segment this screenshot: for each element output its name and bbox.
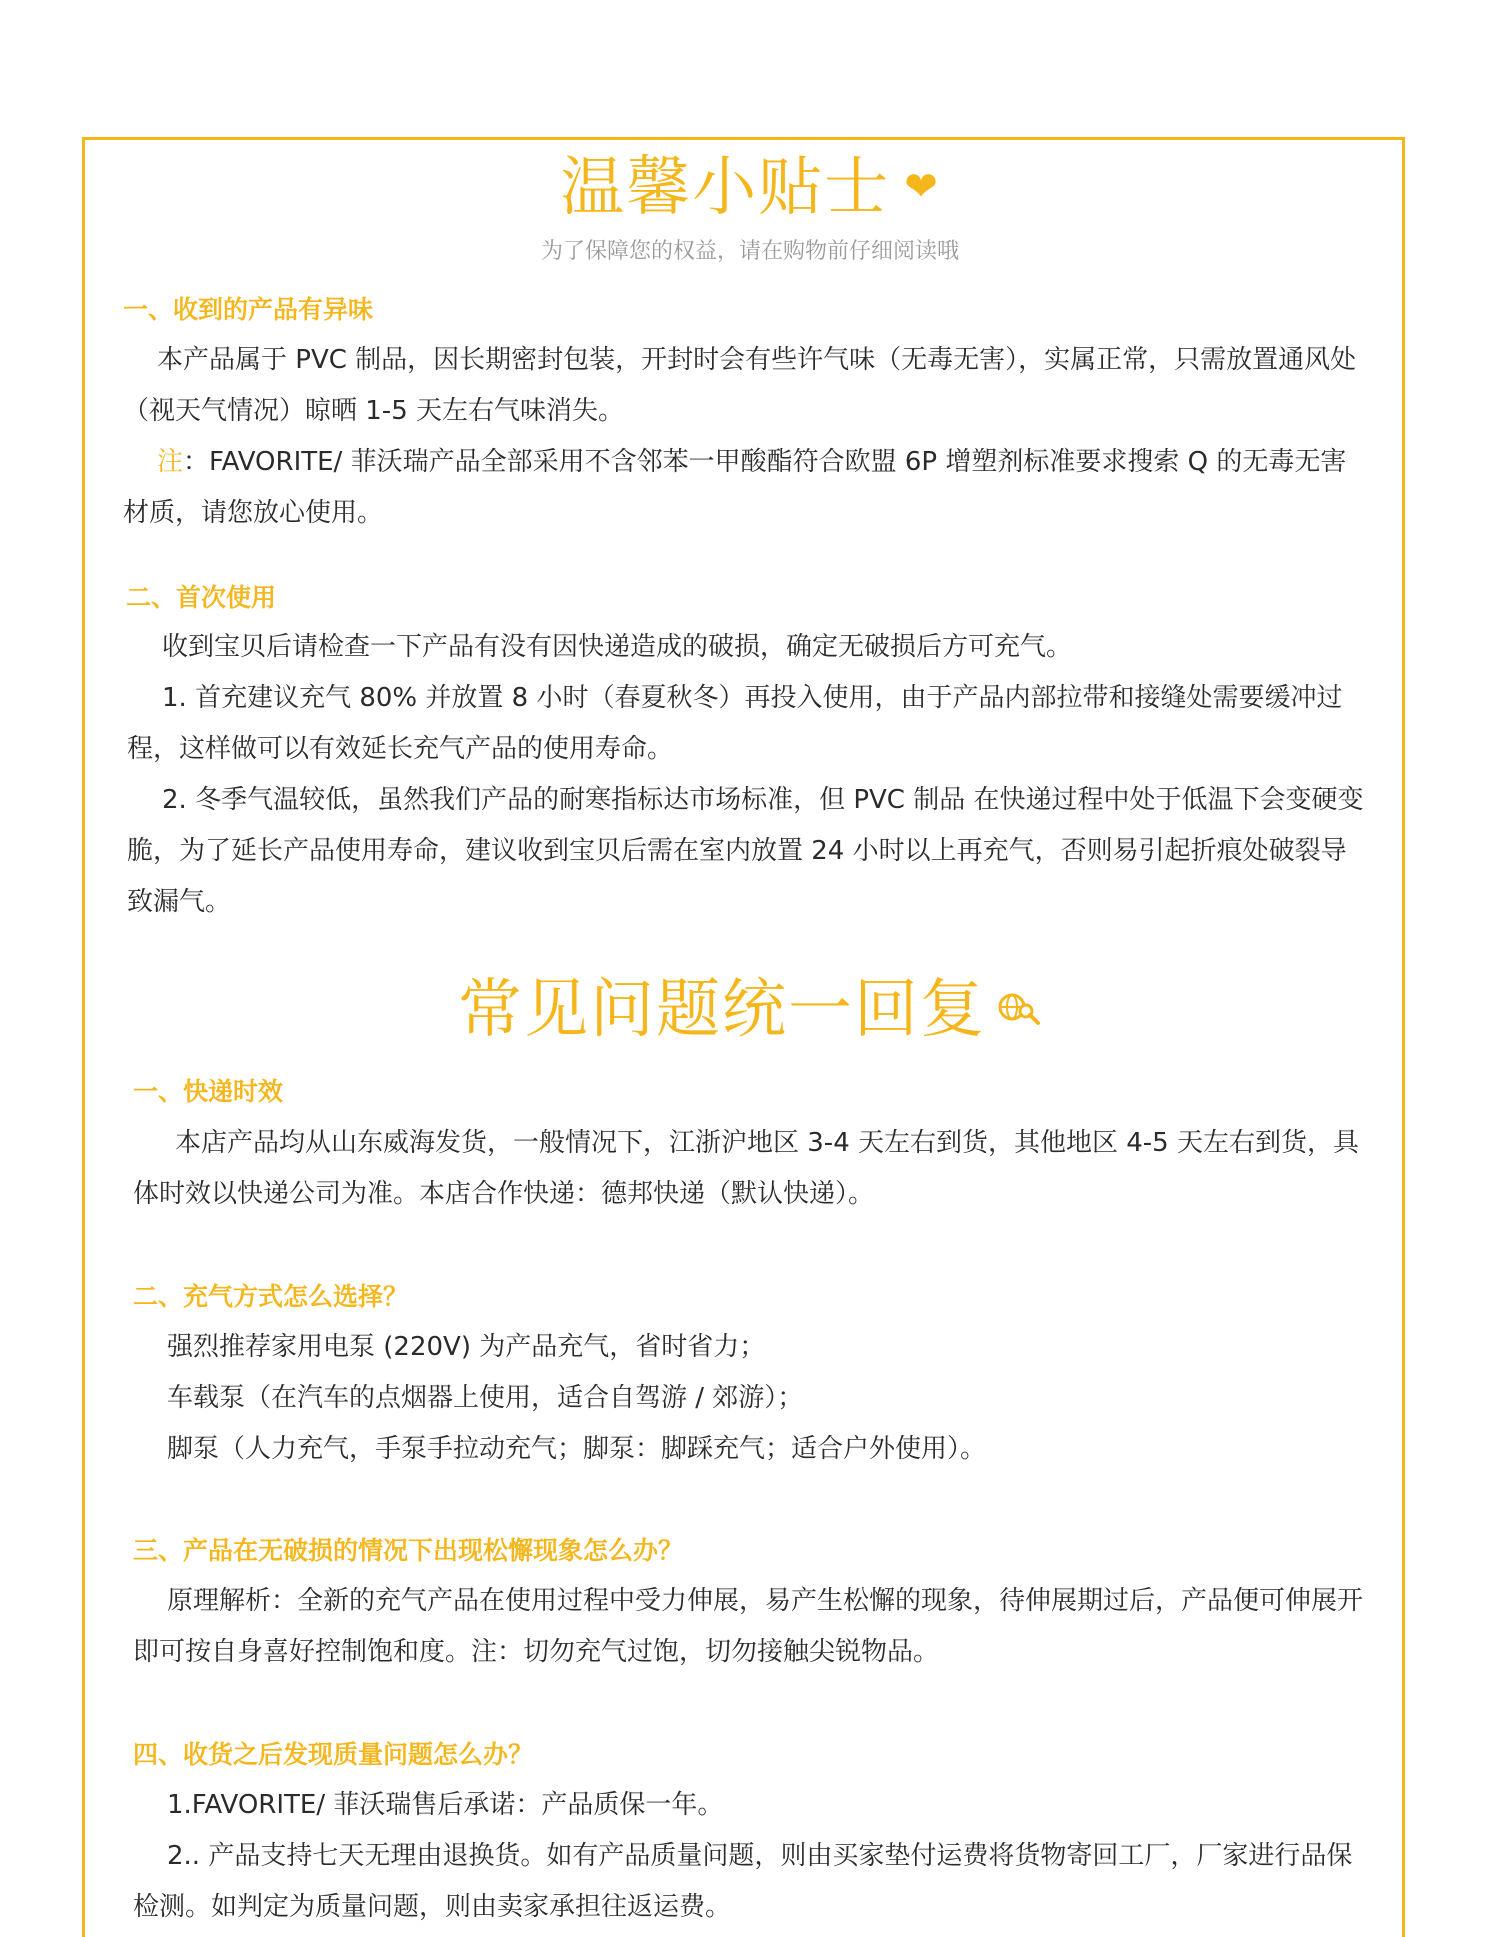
tips-section2-heading: 二、首次使用 xyxy=(126,583,277,612)
faq-section4-heading: 四、收货之后发现质量问题怎么办？ xyxy=(133,1740,534,1769)
faq-title xyxy=(0,970,1500,1050)
faq-section4-line-1: 1.FAVORITE/ 菲沃瑞售后承诺：产品质保一年。 xyxy=(167,1790,724,1820)
faq-section1-paragraph: 本店产品均从山东威海发货，一般情况下，江浙沪地区 3-4 天左右到货，其他地区 4-5 天左右到货，具体时效以快递公司为准。本店合作快递：德邦快递（默认快递）。 xyxy=(133,1128,1359,1209)
tips-section2-paragraph-2: 1. 首充建议充气 80% 并放置 8 小时（春夏秋冬）再投入使用，由于产品内部拉带和接缝处需要缓冲过程，这样做可以有效延长充气产品的使用寿命。 xyxy=(127,683,1343,764)
heart-icon: ❤ xyxy=(904,164,940,211)
note-label: 注 xyxy=(157,447,184,477)
faq-section2-line-2: 车载泵（在汽车的点烟器上使用，适合自驾游 / 郊游）； xyxy=(167,1383,804,1413)
tips-subtitle: 为了保障您的权益，请在购物前仔细阅读哦 xyxy=(540,239,959,264)
tips-title xyxy=(0,148,1500,231)
tips-title-text: 温馨小贴士 xyxy=(560,151,891,225)
faq-section2-heading: 二、充气方式怎么选择？ xyxy=(133,1282,409,1311)
faq-section3-heading: 三、产品在无破损的情况下出现松懈现象怎么办？ xyxy=(133,1536,684,1565)
faq-section4-line-2: 2.. 产品支持七天无理由退换货。如有产品质量问题，则由买家垫付运费将货物寄回工厂，厂家进行品保检测。如判定为质量问题，则由卖家承担往返运费。 xyxy=(133,1841,1353,1922)
faq-title-text: 常见问题统一回复 xyxy=(458,973,986,1047)
tips-section1-paragraph: 本产品属于 PVC 制品，因长期密封包装，开封时会有些许气味（无毒无害），实属正常，只需放置通风处（视天气情况）晾晒 1-5 天左右气味消失。 xyxy=(123,345,1357,426)
faq-section3-paragraph: 原理解析：全新的充气产品在使用过程中受力伸展，易产生松懈的现象，待伸展期过后，产品便可伸展开即可按自身喜好控制饱和度。注：切勿充气过饱，切勿接触尖锐物品。 xyxy=(133,1586,1364,1667)
faq-section1-heading: 一、快递时效 xyxy=(133,1077,284,1106)
note-text: ：FAVORITE/ 菲沃瑞产品全部采用不含邻苯一甲酸酯符合欧盟 6P 增塑剂标准要求搜索 Q 的无毒无害材质，请您放心使用。 xyxy=(123,447,1347,528)
tips-section2-paragraph-3: 2. 冬季气温较低，虽然我们产品的耐寒指标达市场标准，但 PVC 制品 在快递过程中处于低温下会变硬变脆，为了延长产品使用寿命，建议收到宝贝后需在室内放置 24 小时以上再充气，否则易引起折痕处破裂导致漏气。 xyxy=(127,785,1364,917)
faq-section2-line-1: 强烈推荐家用电泵 (220V) 为产品充气，省时省力； xyxy=(167,1332,766,1362)
tips-section2-paragraph-1: 收到宝贝后请检查一下产品有没有因快递造成的破损，确定无破损后方可充气。 xyxy=(162,632,1073,662)
tips-section1-heading: 一、收到的产品有异味 xyxy=(123,295,374,324)
tips-section1-note xyxy=(123,437,1363,539)
globe-search-icon xyxy=(996,989,1042,1029)
faq-section2-line-3: 脚泵（人力充气，手泵手拉动充气；脚泵：脚踩充气；适合户外使用）。 xyxy=(167,1434,987,1464)
